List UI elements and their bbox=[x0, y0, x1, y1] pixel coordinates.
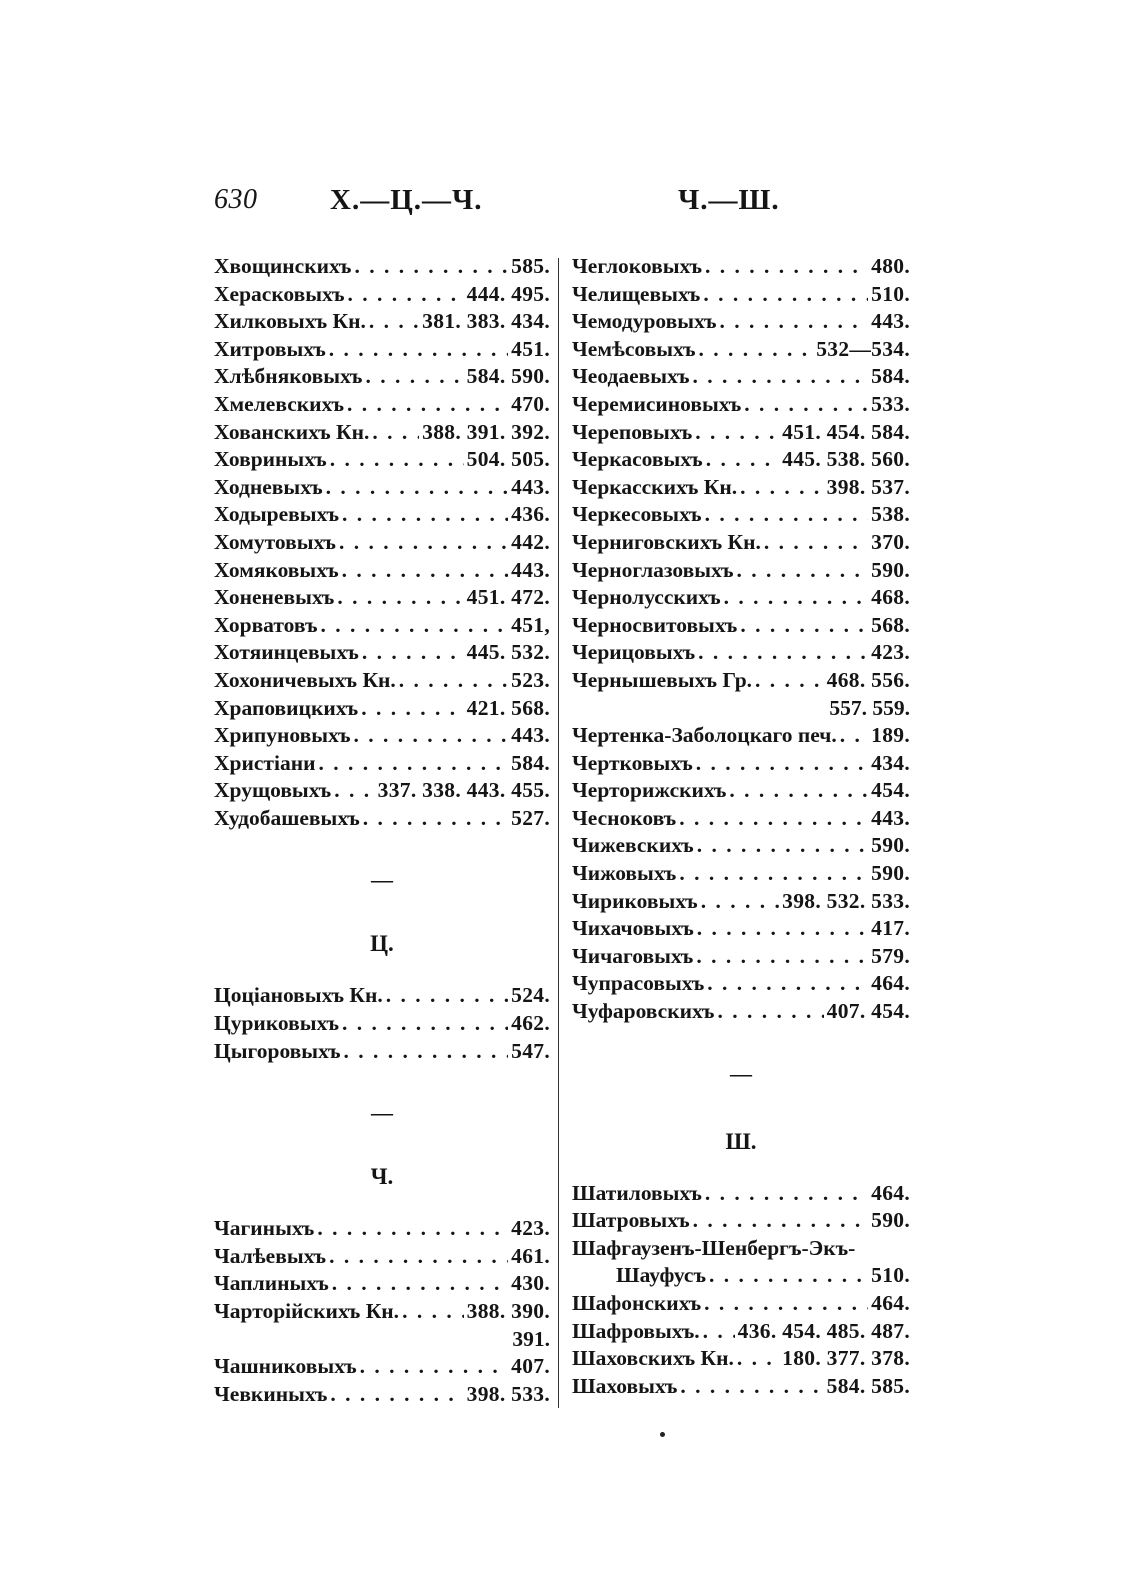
entry-name: Чижевскихъ bbox=[572, 833, 694, 858]
index-entry bbox=[572, 1263, 910, 1291]
entry-name: Чевкиныхъ bbox=[214, 1381, 328, 1406]
index-entry bbox=[214, 558, 550, 586]
kh-section bbox=[214, 254, 550, 833]
entry-pages: 443. bbox=[871, 309, 910, 334]
entry-pages: 443. bbox=[511, 723, 550, 748]
index-entry bbox=[214, 1039, 550, 1067]
entry-name: Чемѣсовыхъ bbox=[572, 336, 696, 361]
dot-leader bbox=[699, 337, 814, 362]
entry-name: Хомяковыхъ bbox=[214, 557, 339, 582]
entry-pages: 451. 454. 584. bbox=[782, 419, 910, 444]
entry-continuation: 557. 559. bbox=[829, 695, 910, 720]
index-entry bbox=[214, 282, 550, 310]
entry-pages: 590. bbox=[871, 861, 910, 886]
dot-leader bbox=[330, 1382, 463, 1407]
entry-name: Ходневыхъ bbox=[214, 474, 323, 499]
entry-name: Хмелевскихъ bbox=[214, 391, 344, 416]
entry-name: Чернышевыхъ Гр. bbox=[572, 667, 753, 692]
entry-name: Храповицкихъ bbox=[214, 695, 359, 720]
dot-leader bbox=[347, 392, 508, 417]
entry-pages: 423. bbox=[511, 1216, 550, 1241]
entry-name: Хорватовъ bbox=[214, 612, 318, 637]
entry-name: Чалѣевыхъ bbox=[214, 1243, 327, 1268]
index-entry bbox=[572, 364, 910, 392]
index-entry bbox=[572, 558, 910, 586]
dot-leader bbox=[326, 475, 509, 500]
entry-name: Хрипуновыхъ bbox=[214, 723, 351, 748]
right-column bbox=[572, 254, 910, 1401]
dot-leader bbox=[696, 751, 868, 776]
dot-leader bbox=[697, 916, 868, 941]
dot-leader bbox=[318, 751, 508, 776]
index-entry bbox=[572, 889, 910, 917]
entry-name: Черкасскихъ Кн. bbox=[572, 474, 738, 499]
index-entry bbox=[572, 833, 910, 861]
entry-name: Хитровыхъ bbox=[214, 336, 326, 361]
dot-leader bbox=[697, 833, 868, 858]
index-entry bbox=[572, 282, 910, 310]
entry-name: Хлѣбняковыхъ bbox=[214, 364, 363, 389]
dot-leader bbox=[701, 889, 779, 914]
index-entry bbox=[214, 392, 550, 420]
index-entry bbox=[572, 1319, 910, 1347]
entry-name: Хомутовыхъ bbox=[214, 529, 336, 554]
entry-pages: 451. 472. bbox=[466, 585, 550, 610]
entry-name: Цыгоровыхъ bbox=[214, 1038, 341, 1063]
ch-section-a bbox=[214, 1216, 550, 1326]
entry-name: Хрущовыхъ bbox=[214, 778, 332, 803]
entry-pages: 532—534. bbox=[816, 336, 910, 361]
index-entry bbox=[214, 806, 550, 834]
entry-pages: 584. bbox=[871, 364, 910, 389]
entry-pages: 461. bbox=[511, 1243, 550, 1268]
dot-leader bbox=[329, 337, 508, 362]
entry-name: Чеодаевыхъ bbox=[572, 364, 690, 389]
entry-name: Чириковыхъ bbox=[572, 888, 698, 913]
entry-name: Чихачовыхъ bbox=[572, 916, 694, 941]
index-entry bbox=[572, 585, 910, 613]
dot-leader bbox=[737, 1346, 779, 1371]
entry-name: Чагиныхъ bbox=[214, 1216, 315, 1241]
section-heading-ts: Ц. bbox=[370, 931, 394, 957]
index-entry bbox=[214, 1299, 550, 1327]
entry-pages: 579. bbox=[871, 943, 910, 968]
dot-leader bbox=[402, 1299, 464, 1324]
left-column bbox=[214, 254, 550, 1409]
dot-leader bbox=[386, 983, 508, 1008]
entry-pages: 430. bbox=[511, 1271, 550, 1296]
entry-name: Чертковыхъ bbox=[572, 750, 693, 775]
index-entry bbox=[572, 530, 910, 558]
index-entry bbox=[572, 1346, 910, 1374]
entry-name: Христіани bbox=[214, 750, 316, 775]
dot-leader bbox=[680, 1374, 823, 1399]
entry-pages: 568. bbox=[871, 612, 910, 637]
dot-leader bbox=[740, 475, 824, 500]
index-entry bbox=[214, 475, 550, 503]
column-divider bbox=[558, 258, 559, 1408]
entry-pages: 547. bbox=[511, 1038, 550, 1063]
dot-leader bbox=[365, 364, 463, 389]
entry-name: Черкасовыхъ bbox=[572, 447, 703, 472]
dot-leader bbox=[705, 254, 868, 279]
entry-name: Чарторійскихъ Кн. bbox=[214, 1299, 400, 1324]
entry-name: Шауфусъ bbox=[616, 1263, 706, 1288]
dot-leader bbox=[334, 778, 374, 803]
section-heading-ch: Ч. bbox=[370, 1164, 394, 1190]
entry-name: Ховриныхъ bbox=[214, 447, 327, 472]
entry-pages: 421. 568. bbox=[466, 695, 550, 720]
dot-leader bbox=[840, 723, 868, 748]
index-entry bbox=[214, 309, 550, 337]
running-head-left: Х.—Ц.—Ч. bbox=[330, 184, 483, 216]
dot-leader bbox=[755, 668, 824, 693]
index-entry bbox=[572, 420, 910, 448]
index-entry bbox=[214, 751, 550, 779]
dot-leader bbox=[329, 1244, 508, 1269]
index-entry bbox=[572, 1208, 910, 1236]
index-entry bbox=[572, 640, 910, 668]
dot-leader bbox=[320, 613, 508, 638]
index-entry bbox=[572, 971, 910, 999]
index-entry bbox=[572, 999, 910, 1027]
dot-leader bbox=[354, 254, 508, 279]
dot-leader bbox=[706, 447, 779, 472]
dot-leader bbox=[719, 309, 868, 334]
entry-pages: 504. 505. bbox=[466, 447, 550, 472]
index-entry bbox=[572, 1291, 910, 1319]
index-entry bbox=[214, 778, 550, 806]
entry-pages: 451. bbox=[511, 336, 550, 361]
entry-name: Чеглоковыхъ bbox=[572, 254, 702, 278]
entry-name: Хвощинскихъ bbox=[214, 254, 352, 278]
entry-pages: 337. 338. 443. 455. bbox=[377, 778, 550, 803]
ts-section bbox=[214, 983, 550, 1066]
entry-pages: 527. bbox=[511, 805, 550, 830]
entry-name: Черкесовыхъ bbox=[572, 502, 702, 527]
index-entry bbox=[572, 723, 910, 751]
index-entry bbox=[572, 447, 910, 475]
entry-pages: 442. bbox=[511, 529, 550, 554]
entry-pages: 388. 391. 392. bbox=[422, 419, 550, 444]
entry-name: Чертенка-Заболоцкаго печ. bbox=[572, 723, 837, 748]
entry-name: Чуфаровскихъ bbox=[572, 999, 715, 1024]
index-entry bbox=[214, 696, 550, 724]
entry-pages: 381. 383. 434. bbox=[422, 309, 550, 334]
index-entry bbox=[572, 778, 910, 806]
index-entry bbox=[214, 1244, 550, 1272]
entry-pages: 407. bbox=[511, 1354, 550, 1379]
dot-leader bbox=[724, 585, 869, 610]
entry-name: Хохоничевыхъ Кн. bbox=[214, 667, 396, 692]
index-entry bbox=[214, 983, 550, 1011]
dot-leader bbox=[703, 1319, 735, 1344]
page-number: 630 bbox=[214, 184, 258, 215]
dot-leader bbox=[317, 1216, 508, 1241]
print-speck bbox=[660, 1432, 665, 1437]
index-entry bbox=[214, 1382, 550, 1410]
index-entry bbox=[572, 1374, 910, 1402]
entry-pages: 436. bbox=[511, 502, 550, 527]
dot-leader bbox=[704, 1291, 868, 1316]
dot-leader bbox=[737, 558, 869, 583]
entry-pages: 470. bbox=[511, 391, 550, 416]
entry-pages: 398. 537. bbox=[826, 474, 910, 499]
dot-leader bbox=[705, 1181, 868, 1206]
dot-leader bbox=[707, 971, 868, 996]
entry-pages: 468. 556. bbox=[826, 667, 910, 692]
index-entry bbox=[214, 420, 550, 448]
entry-pages: 451, bbox=[511, 612, 550, 637]
entry-name: Черемисиновыхъ bbox=[572, 391, 742, 416]
entry-pages: 584. 590. bbox=[466, 364, 550, 389]
entry-name: Хоненевыхъ bbox=[214, 585, 335, 610]
entry-name: Черицовыхъ bbox=[572, 640, 696, 665]
entry-continuation: 391. bbox=[512, 1326, 550, 1351]
entry-name: Херасковыхъ bbox=[214, 281, 345, 306]
dot-leader bbox=[363, 806, 508, 831]
dot-leader bbox=[337, 585, 463, 610]
dot-leader bbox=[399, 668, 508, 693]
section-dash: — bbox=[371, 1100, 393, 1126]
dot-leader bbox=[693, 1208, 869, 1233]
entry-name: Шаховскихъ Кн. bbox=[572, 1346, 734, 1371]
dot-leader bbox=[729, 778, 868, 803]
entry-name: Черносвитовыхъ bbox=[572, 612, 738, 637]
dot-leader bbox=[360, 1354, 509, 1379]
dot-leader bbox=[362, 640, 464, 665]
entry-pages: 445. 538. 560. bbox=[782, 447, 910, 472]
entry-name: Цуриковыхъ bbox=[214, 1011, 340, 1036]
entry-name: Цоціановыхъ Кн. bbox=[214, 983, 383, 1008]
entry-pages: 590. bbox=[871, 1208, 910, 1233]
index-entry bbox=[572, 254, 910, 282]
entry-name: Черторижскихъ bbox=[572, 778, 727, 803]
entry-pages: 454. bbox=[871, 778, 910, 803]
entry-pages: 417. bbox=[871, 916, 910, 941]
index-entry bbox=[214, 447, 550, 475]
entry-pages: 434. bbox=[871, 750, 910, 775]
index-entry bbox=[572, 309, 910, 337]
index-entry bbox=[572, 1181, 910, 1209]
dot-leader bbox=[353, 723, 508, 748]
index-entry bbox=[214, 613, 550, 641]
index-entry bbox=[572, 613, 910, 641]
index-entry bbox=[214, 502, 550, 530]
index-entry bbox=[214, 1216, 550, 1244]
index-entry bbox=[214, 530, 550, 558]
ch-section-right-b bbox=[572, 723, 910, 1027]
dot-leader bbox=[342, 1011, 508, 1036]
page-header bbox=[0, 184, 1140, 228]
entry-name: Чупрасовыхъ bbox=[572, 971, 705, 996]
entry-name: Чичаговыхъ bbox=[572, 943, 694, 968]
entry-pages: 510. bbox=[871, 281, 910, 306]
section-dash: — bbox=[730, 1060, 752, 1086]
entry-pages: 398. 532. 533. bbox=[782, 888, 910, 913]
entry-pages: 436. 454. 485. 487. bbox=[737, 1318, 910, 1343]
entry-pages: 398. 533. bbox=[466, 1381, 550, 1406]
dot-leader bbox=[744, 392, 868, 417]
index-entry bbox=[214, 1011, 550, 1039]
entry-pages: 510. bbox=[871, 1263, 910, 1288]
index-entry bbox=[572, 861, 910, 889]
entry-pages: 464. bbox=[871, 1180, 910, 1205]
section-heading-sh: Ш. bbox=[725, 1128, 757, 1154]
entry-pages: 189. bbox=[871, 723, 910, 748]
dot-leader bbox=[692, 364, 868, 389]
entry-pages: 523. bbox=[511, 667, 550, 692]
dot-leader bbox=[361, 696, 463, 721]
dot-leader bbox=[369, 309, 419, 334]
entry-name: Шафровыхъ. bbox=[572, 1318, 700, 1343]
index-entry bbox=[214, 364, 550, 392]
entry-name: Чаплиныхъ bbox=[214, 1271, 329, 1296]
entry-pages: 480. bbox=[871, 254, 910, 278]
entry-name: Чашниковыхъ bbox=[214, 1354, 357, 1379]
dot-leader bbox=[695, 420, 779, 445]
entry-pages: 585. bbox=[511, 254, 550, 278]
dot-leader bbox=[717, 999, 823, 1024]
dot-leader bbox=[764, 530, 868, 555]
entry-pages: 462. bbox=[511, 1011, 550, 1036]
dot-leader bbox=[342, 558, 509, 583]
index-entry bbox=[572, 751, 910, 779]
entry-pages: 464. bbox=[871, 1291, 910, 1315]
dot-leader bbox=[342, 502, 508, 527]
index-entry bbox=[572, 668, 910, 696]
dot-leader bbox=[679, 806, 868, 831]
entry-name: Хилковыхъ Кн. bbox=[214, 309, 366, 334]
entry-name: Худобашевыхъ bbox=[214, 805, 360, 830]
entry-pages: 444. 495. bbox=[466, 281, 550, 306]
index-entry bbox=[214, 254, 550, 282]
entry-name: Черниговскихъ Кн. bbox=[572, 529, 761, 554]
sh-section-b bbox=[572, 1291, 910, 1401]
dot-leader bbox=[698, 640, 868, 665]
entry-pages: 584. 585. bbox=[826, 1373, 910, 1398]
dot-leader bbox=[344, 1039, 509, 1064]
entry-name: Чесноковъ bbox=[572, 805, 677, 830]
entry-pages: 370. bbox=[871, 529, 910, 554]
entry-name: Ходыревыхъ bbox=[214, 502, 340, 527]
entry-pages: 464. bbox=[871, 971, 910, 996]
index-entry bbox=[214, 668, 550, 696]
section-dash: — bbox=[371, 867, 393, 893]
dot-leader bbox=[709, 1263, 868, 1288]
dot-leader bbox=[330, 447, 464, 472]
entry-name: Хованскихъ Кн. bbox=[214, 419, 370, 444]
entry-pages: 388. 390. bbox=[466, 1299, 550, 1324]
index-entry bbox=[214, 1354, 550, 1382]
dot-leader bbox=[332, 1271, 508, 1296]
ch-section-b bbox=[214, 1354, 550, 1409]
entry-name: Чижовыхъ bbox=[572, 861, 677, 886]
index-entry bbox=[572, 337, 910, 365]
dot-leader bbox=[703, 282, 868, 307]
entry-pages: 445. 532. bbox=[466, 640, 550, 665]
entry-pages: 533. bbox=[871, 391, 910, 416]
dot-leader bbox=[696, 944, 868, 969]
index-entry bbox=[572, 806, 910, 834]
entry-pages: 180. 377. 378. bbox=[782, 1346, 910, 1371]
entry-name: Шафонскихъ bbox=[572, 1291, 702, 1315]
index-entry bbox=[214, 640, 550, 668]
entry-name: Череповыхъ bbox=[572, 419, 693, 444]
entry-name: Шаховыхъ bbox=[572, 1373, 678, 1398]
dot-leader bbox=[339, 530, 508, 555]
dot-leader bbox=[705, 502, 869, 527]
index-entry bbox=[572, 916, 910, 944]
running-head-right: Ч.—Ш. bbox=[678, 184, 780, 216]
entry-name-line1: Шафгаузенъ-Шенбергъ-Экъ- bbox=[572, 1235, 856, 1260]
entry-pages: 468. bbox=[871, 585, 910, 610]
entry-name: Шатровыхъ bbox=[572, 1208, 690, 1233]
dot-leader bbox=[372, 420, 419, 445]
entry-name: Чернолусскихъ bbox=[572, 585, 721, 610]
index-entry bbox=[214, 337, 550, 365]
entry-pages: 590. bbox=[871, 557, 910, 582]
entry-name: Шатиловыхъ bbox=[572, 1180, 702, 1205]
entry-name: Черноглазовыхъ bbox=[572, 557, 734, 582]
dot-leader bbox=[740, 613, 868, 638]
index-entry bbox=[572, 944, 910, 972]
entry-pages: 590. bbox=[871, 833, 910, 858]
index-entry bbox=[572, 502, 910, 530]
sh-section-a bbox=[572, 1181, 910, 1236]
entry-name: Чемодуровыхъ bbox=[572, 309, 717, 334]
entry-pages: 584. bbox=[511, 750, 550, 775]
index-entry bbox=[572, 475, 910, 503]
entry-pages: 423. bbox=[871, 640, 910, 665]
index-entry bbox=[214, 1271, 550, 1299]
entry-name: Челищевыхъ bbox=[572, 281, 701, 306]
entry-pages: 443. bbox=[511, 557, 550, 582]
entry-pages: 443. bbox=[511, 474, 550, 499]
entry-pages: 538. bbox=[871, 502, 910, 527]
dot-leader bbox=[348, 282, 464, 307]
entry-name: Хотяинцевыхъ bbox=[214, 640, 359, 665]
dot-leader bbox=[679, 861, 868, 886]
entry-pages: 524. bbox=[511, 983, 550, 1008]
entry-pages: 443. bbox=[871, 805, 910, 830]
entry-pages: 407. 454. bbox=[826, 999, 910, 1024]
index-entry bbox=[214, 585, 550, 613]
index-entry bbox=[572, 392, 910, 420]
ch-section-right-a bbox=[572, 254, 910, 696]
index-entry bbox=[214, 723, 550, 751]
